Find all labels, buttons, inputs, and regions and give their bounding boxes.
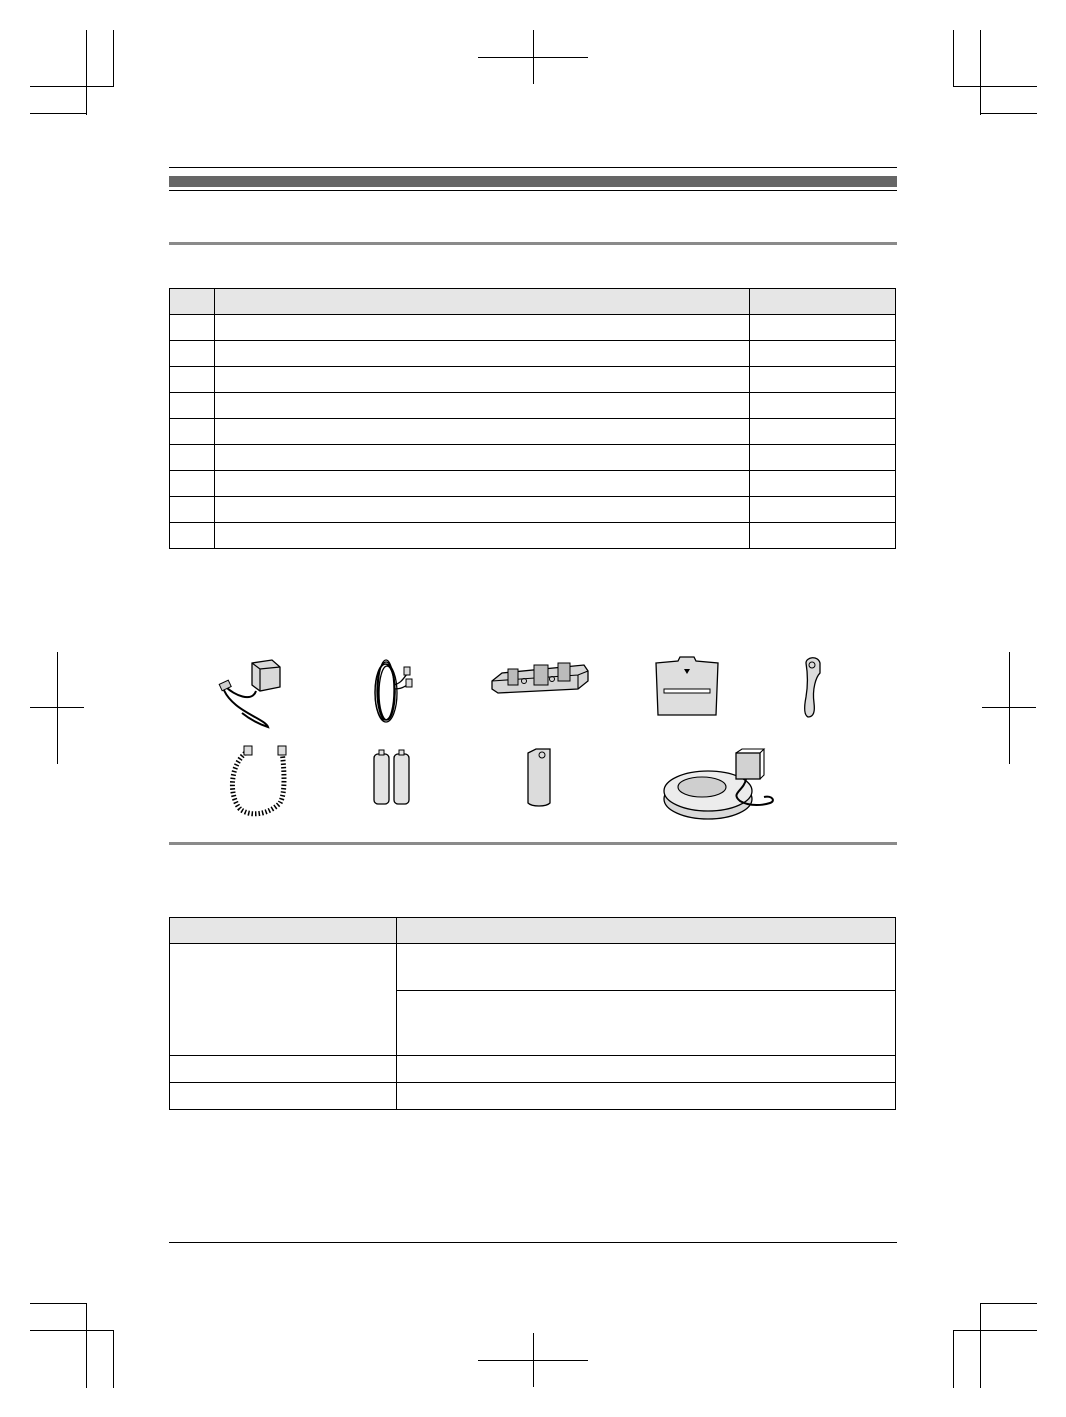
cell <box>750 419 896 445</box>
header-cell-0 <box>170 918 397 944</box>
table-row <box>170 497 896 523</box>
cell <box>750 393 896 419</box>
cell <box>170 445 215 471</box>
cell <box>170 315 215 341</box>
table-row <box>170 1056 896 1083</box>
cell <box>397 991 896 1056</box>
cell <box>215 393 750 419</box>
table-row <box>170 367 896 393</box>
table-header-row <box>170 289 896 315</box>
cell <box>215 497 750 523</box>
cell <box>170 944 397 1056</box>
cell <box>170 393 215 419</box>
table-row <box>170 419 896 445</box>
cell <box>170 497 215 523</box>
belt-clip-icon <box>650 655 725 720</box>
cell <box>215 419 750 445</box>
handset-cord-icon <box>222 745 292 820</box>
cell <box>397 944 896 991</box>
table-row <box>170 445 896 471</box>
cell <box>397 1083 896 1110</box>
charger-icon <box>660 745 785 825</box>
ac-adaptor-icon <box>212 655 287 730</box>
cell <box>215 367 750 393</box>
header-bottom-rule <box>169 190 897 191</box>
accessories-table <box>169 288 896 549</box>
section-rule-additional <box>169 842 897 845</box>
cell <box>215 471 750 497</box>
table-row <box>170 1083 896 1110</box>
cell <box>170 523 215 549</box>
header-band <box>169 176 897 187</box>
header-cell-no <box>170 289 215 315</box>
wall-mounting-adaptor-icon <box>488 655 593 700</box>
cell <box>397 1056 896 1083</box>
footer-rule <box>169 1242 897 1243</box>
header-cell-quantity <box>750 289 896 315</box>
cell <box>215 341 750 367</box>
cell <box>750 445 896 471</box>
header-cell-1 <box>397 918 896 944</box>
cell <box>215 445 750 471</box>
section-rule-accessories <box>169 242 897 245</box>
cell <box>750 315 896 341</box>
additional-table <box>169 917 896 1110</box>
table-row <box>170 393 896 419</box>
cell <box>750 367 896 393</box>
table-row <box>170 341 896 367</box>
cell <box>170 1056 397 1083</box>
cell <box>750 497 896 523</box>
cell <box>170 367 215 393</box>
table-header-row <box>170 918 896 944</box>
table-row <box>170 315 896 341</box>
telephone-line-cord-icon <box>368 655 413 730</box>
cell <box>215 315 750 341</box>
table-row <box>170 523 896 549</box>
cell <box>170 471 215 497</box>
handset-cover-icon <box>522 745 557 810</box>
table-row <box>170 471 896 497</box>
cell <box>170 341 215 367</box>
cell <box>750 341 896 367</box>
cell <box>750 523 896 549</box>
corded-handset-icon <box>798 655 838 720</box>
header-cell-item <box>215 289 750 315</box>
cell <box>750 471 896 497</box>
cell <box>215 523 750 549</box>
table-row <box>170 944 896 991</box>
header-top-rule <box>169 167 897 168</box>
cell <box>170 1083 397 1110</box>
cell <box>170 419 215 445</box>
rechargeable-batteries-icon <box>370 748 415 808</box>
